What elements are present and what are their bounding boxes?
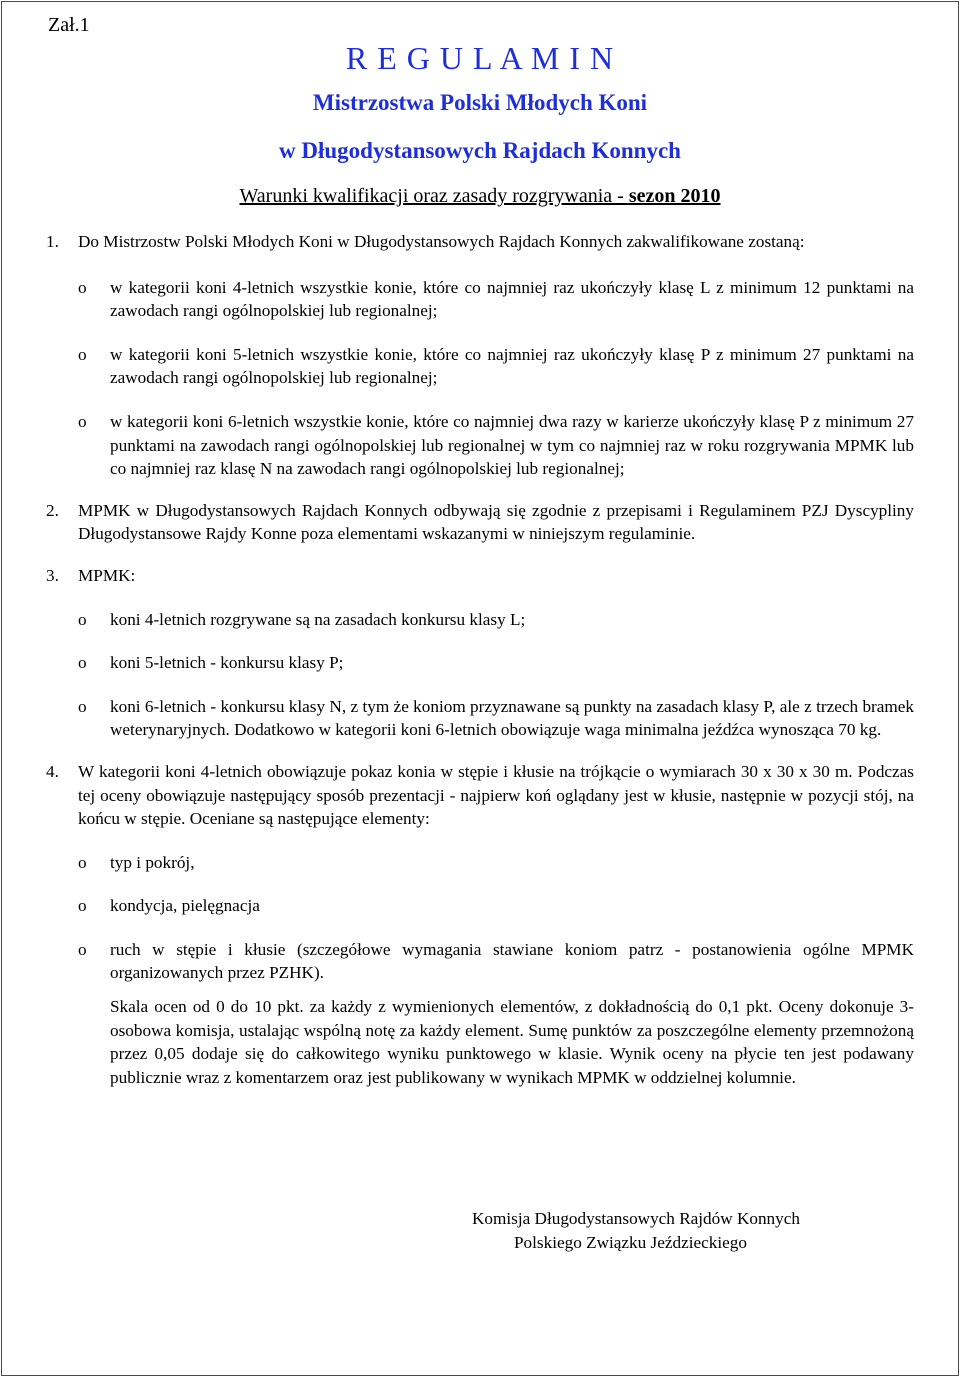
list-item xyxy=(46,695,914,742)
bullet-icon: o xyxy=(78,344,87,364)
list-item xyxy=(46,938,914,985)
list-item xyxy=(46,651,914,675)
season-subtitle-text: Warunki kwalifikacji oraz zasady rozgrywania - xyxy=(239,185,629,207)
document-title: R E G U L A M I N xyxy=(345,40,615,76)
list-item-text: typ i pokrój, xyxy=(110,852,195,872)
section-number: 1. xyxy=(46,232,59,251)
list-item xyxy=(46,851,914,875)
signature-line-1: Komisja Długodystansowych Rajdów Konnych xyxy=(472,1209,800,1228)
scoring-note: Skala ocen od 0 do 10 pkt. za każdy z wymienionych elementów, z dokładnością do 0,1 pkt. Oceny dokonuje 3-osobowa komisja, ustalając wspólną notę za każdy element. Sumę punktów za poszczególne elementy przemnożoną przez 0,05 dodaje się do całkowitego wyniku punktowego w klasie. Wynik oceny na płycie ten jest podawany publicznie wraz z komentarzem oraz jest publikowany w wynikach MPMK w oddzielnej kolumnie. xyxy=(110,997,914,1087)
list-item-text: kondycja, pielęgnacja xyxy=(110,896,260,916)
document-page xyxy=(1,1,959,1376)
section-number: 2. xyxy=(46,500,59,520)
list-item-text: w kategorii koni 4-letnich wszystkie konie, które co najmniej raz ukończyły klasę L z minimum 12 punktami na zawodach rangi ogólnopolskiej lub regionalnej; xyxy=(110,277,914,321)
signature-line-2: Polskiego Związku Jeździeckiego xyxy=(514,1232,747,1252)
signature-block xyxy=(472,1207,800,1254)
document-subtitle-championship: Mistrzostwa Polski Młodych Koni xyxy=(312,90,648,115)
list-item-text: koni 6-letnich - konkursu klasy N, z tym że koniom przyznawane są punkty na zasadach klasy P, ale z trzech bramek weterynaryjnych. Dodatkowo w kategorii koni 6-letnich obowiązuje waga minimalna jeźdźca wynosząca 70 kg. xyxy=(110,696,914,740)
list-item-text: koni 4-letnich rozgrywane są na zasadach konkursu klasy L; xyxy=(110,609,526,629)
section-4 xyxy=(46,760,914,831)
section-3 xyxy=(46,564,914,588)
bullet-icon: o xyxy=(78,411,87,431)
section-text: MPMK w Długodystansowych Rajdach Konnych odbywają się zgodnie z przepisami i Regulaminem PZJ Dyscypliny Długodystansowe Rajdy Konne poza elementami wskazanymi w niniejszym regulaminie. xyxy=(78,500,914,544)
section-number: 4. xyxy=(46,761,59,781)
section-text: W kategorii koni 4-letnich obowiązuje pokaz konia w stępie i kłusie na trójkącie o wymiarach 30 x 30 x 30 m. Podczas tej oceny obowiązuje następujący sposób prezentacji - najpierw koń oglądany jest w kłusie, następnie w pozycji stój, na końcu w stępie. Oceniane są następujące elementy: xyxy=(78,761,914,829)
attachment-label: Zał.1 xyxy=(48,14,90,36)
list-item-text: ruch w stępie i kłusie (szczegółowe wymagania stawiane koniom patrz - postanowienia ogólne MPMK organizowanych przez PZHK). xyxy=(110,939,914,983)
bullet-icon: o xyxy=(78,896,87,916)
document-subtitle-discipline: w Długodystansowych Rajdach Konnych xyxy=(279,138,681,163)
section-number: 3. xyxy=(46,565,59,585)
list-item xyxy=(46,410,914,481)
bullet-icon: o xyxy=(78,852,87,872)
regulation-body xyxy=(46,230,914,1089)
list-item xyxy=(46,343,914,390)
section-text: Do Mistrzostw Polski Młodych Koni w Długodystansowych Rajdach Konnych zakwalifikowane zostaną: xyxy=(78,232,805,251)
document-subtitle-season xyxy=(2,185,958,208)
bullet-icon: o xyxy=(78,609,87,629)
season-label: sezon 2010 xyxy=(628,185,721,207)
list-item-text: koni 5-letnich - konkursu klasy P; xyxy=(110,653,344,673)
bullet-icon: o xyxy=(78,277,87,297)
section-text: MPMK: xyxy=(78,565,136,585)
bullet-icon: o xyxy=(78,653,87,673)
section-1 xyxy=(46,230,914,254)
section-2 xyxy=(46,499,914,546)
list-item xyxy=(46,608,914,632)
list-item xyxy=(46,894,914,918)
list-item xyxy=(46,276,914,323)
list-item-text: w kategorii koni 6-letnich wszystkie konie, które co najmniej dwa razy w karierze ukończyły klasę P z minimum 27 punktami na zawodach rangi ogólnopolskiej lub regionalnej w tym co najmniej raz w roku rozgrywania MPMK lub co najmniej raz klasę N na zawodach rangi ogólnopolskiej lub regionalnej; xyxy=(110,411,914,479)
bullet-icon: o xyxy=(78,939,87,959)
bullet-icon: o xyxy=(78,696,87,716)
list-item-text: w kategorii koni 5-letnich wszystkie konie, które co najmniej raz ukończyły klasę P z minimum 27 punktami na zawodach rangi ogólnopolskiej lub regionalnej; xyxy=(110,344,914,388)
